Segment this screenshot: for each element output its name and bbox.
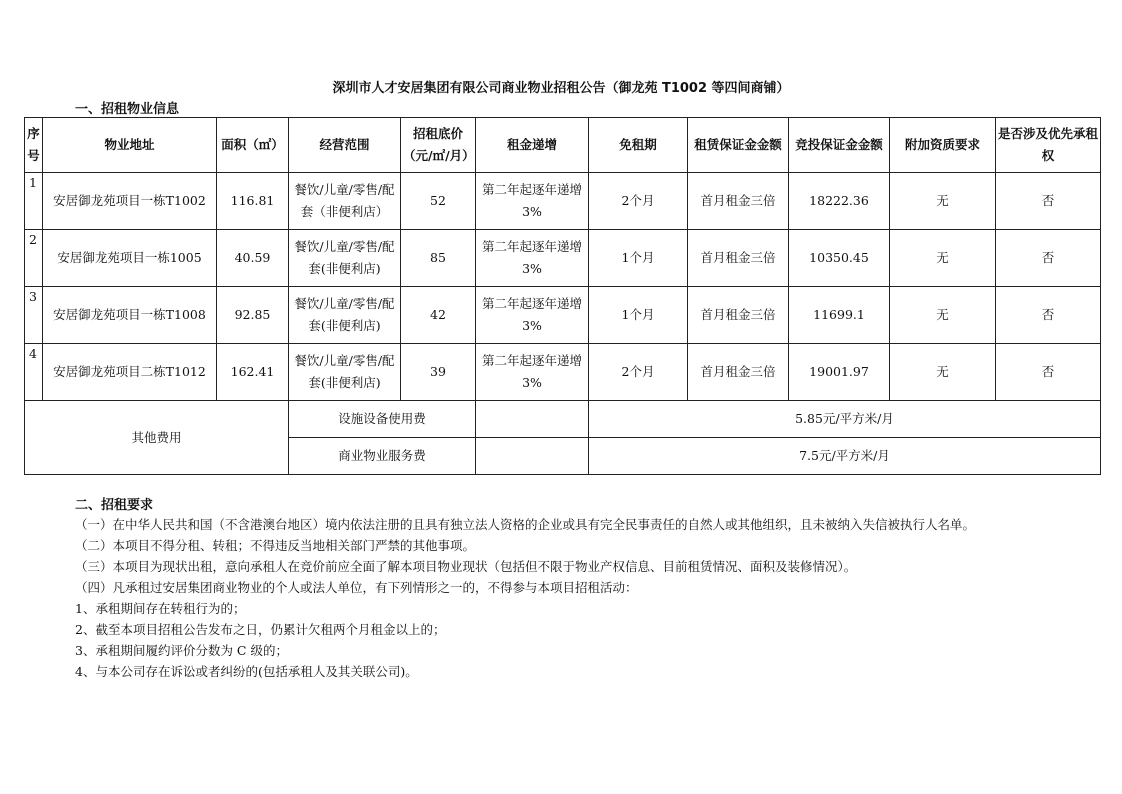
- requirements-list: [75, 514, 1055, 682]
- cell-increase: 第二年起逐年递增3%: [476, 287, 589, 344]
- requirement-paragraph: 4、与本公司存在诉讼或者纠纷的(包括承租人及其关联公司)。: [75, 664, 418, 679]
- requirement-paragraph: （二）本项目不得分租、转租；不得违反当地相关部门严禁的其他事项。: [75, 538, 476, 553]
- cell-free-period: 1个月: [589, 230, 688, 287]
- requirement-paragraph: 2、截至本项目招租公告发布之日，仍累计欠租两个月租金以上的；: [75, 622, 446, 637]
- fee-name: 设施设备使用费: [289, 401, 476, 438]
- cell-seq: 4: [25, 344, 43, 401]
- cell-address: 安居御龙苑项目一栋T1008: [43, 287, 217, 344]
- cell-area: 116.81: [217, 173, 289, 230]
- cell-base-price: 85: [401, 230, 476, 287]
- cell-free-period: 2个月: [589, 344, 688, 401]
- cell-bid-deposit: 10350.45: [789, 230, 890, 287]
- cell-seq: 3: [25, 287, 43, 344]
- cell-scope: 餐饮/儿童/零售/配套(非便利店): [289, 344, 401, 401]
- cell-priority: 否: [996, 173, 1101, 230]
- header-address: 物业地址: [43, 118, 217, 173]
- fee-value: 7.5元/平方米/月: [589, 438, 1101, 475]
- section-heading-requirements: 二、招租要求: [75, 498, 154, 513]
- requirement-paragraph: （三）本项目为现状出租，意向承租人在竞价前应全面了解本项目物业现状（包括但不限于物业产权信息、目前租赁情况、面积及装修情况）。: [75, 559, 857, 574]
- cell-scope: 餐饮/儿童/零售/配套（非便利店）: [289, 173, 401, 230]
- requirement-paragraph: （一）在中华人民共和国（不含港澳台地区）境内依法注册的且具有独立法人资格的企业或具有完全民事责任的自然人或其他组织，且未被纳入失信被执行人名单。: [75, 517, 976, 532]
- cell-area: 92.85: [217, 287, 289, 344]
- cell-lease-deposit: 首月租金三倍: [688, 230, 789, 287]
- cell-bid-deposit: 11699.1: [789, 287, 890, 344]
- cell-lease-deposit: 首月租金三倍: [688, 173, 789, 230]
- cell-base-price: 39: [401, 344, 476, 401]
- fee-spacer: [476, 401, 589, 438]
- header-lease-deposit: 租赁保证金金额: [688, 118, 789, 173]
- fee-name: 商业物业服务费: [289, 438, 476, 475]
- table-row: [25, 173, 1101, 230]
- cell-lease-deposit: 首月租金三倍: [688, 344, 789, 401]
- cell-area: 40.59: [217, 230, 289, 287]
- other-fees-label: 其他费用: [25, 401, 289, 475]
- cell-address: 安居御龙苑项目一栋T1002: [43, 173, 217, 230]
- header-extra-qual: 附加资质要求: [890, 118, 996, 173]
- cell-increase: 第二年起逐年递增3%: [476, 344, 589, 401]
- cell-extra-qual: 无: [890, 287, 996, 344]
- cell-increase: 第二年起逐年递增3%: [476, 173, 589, 230]
- cell-priority: 否: [996, 230, 1101, 287]
- requirement-paragraph: （四）凡承租过安居集团商业物业的个人或法人单位，有下列情形之一的，不得参与本项目招租活动：: [75, 580, 638, 595]
- header-priority: 是否涉及优先承租权: [996, 118, 1101, 173]
- section-heading-property-info: 一、招租物业信息: [75, 102, 180, 117]
- cell-priority: 否: [996, 344, 1101, 401]
- cell-scope: 餐饮/儿童/零售/配套(非便利店): [289, 287, 401, 344]
- property-table: [24, 117, 1101, 475]
- cell-address: 安居御龙苑项目二栋T1012: [43, 344, 217, 401]
- cell-bid-deposit: 19001.97: [789, 344, 890, 401]
- document-title: 深圳市人才安居集团有限公司商业物业招租公告（御龙苑 T1002 等四间商铺）: [332, 81, 790, 96]
- header-seq: 序号: [25, 118, 43, 173]
- cell-scope: 餐饮/儿童/零售/配套(非便利店): [289, 230, 401, 287]
- header-scope: 经营范围: [289, 118, 401, 173]
- requirement-paragraph: 3、承租期间履约评价分数为 C 级的；: [75, 643, 288, 658]
- table-row: [25, 344, 1101, 401]
- table-row: [25, 230, 1101, 287]
- fee-row: [25, 401, 1101, 438]
- cell-base-price: 52: [401, 173, 476, 230]
- cell-base-price: 42: [401, 287, 476, 344]
- fee-spacer: [476, 438, 589, 475]
- cell-area: 162.41: [217, 344, 289, 401]
- header-base-price: 招租底价（元/㎡/月）: [401, 118, 476, 173]
- fee-value: 5.85元/平方米/月: [589, 401, 1101, 438]
- cell-seq: 1: [25, 173, 43, 230]
- cell-priority: 否: [996, 287, 1101, 344]
- cell-lease-deposit: 首月租金三倍: [688, 287, 789, 344]
- header-bid-deposit: 竞投保证金金额: [789, 118, 890, 173]
- cell-free-period: 2个月: [589, 173, 688, 230]
- header-increase: 租金递增: [476, 118, 589, 173]
- cell-extra-qual: 无: [890, 344, 996, 401]
- header-area: 面积（㎡）: [217, 118, 289, 173]
- table-header-row: [25, 118, 1101, 173]
- cell-seq: 2: [25, 230, 43, 287]
- cell-address: 安居御龙苑项目一栋1005: [43, 230, 217, 287]
- requirement-paragraph: 1、承租期间存在转租行为的；: [75, 601, 246, 616]
- cell-extra-qual: 无: [890, 173, 996, 230]
- cell-bid-deposit: 18222.36: [789, 173, 890, 230]
- cell-free-period: 1个月: [589, 287, 688, 344]
- cell-increase: 第二年起逐年递增3%: [476, 230, 589, 287]
- cell-extra-qual: 无: [890, 230, 996, 287]
- header-free-period: 免租期: [589, 118, 688, 173]
- table-row: [25, 287, 1101, 344]
